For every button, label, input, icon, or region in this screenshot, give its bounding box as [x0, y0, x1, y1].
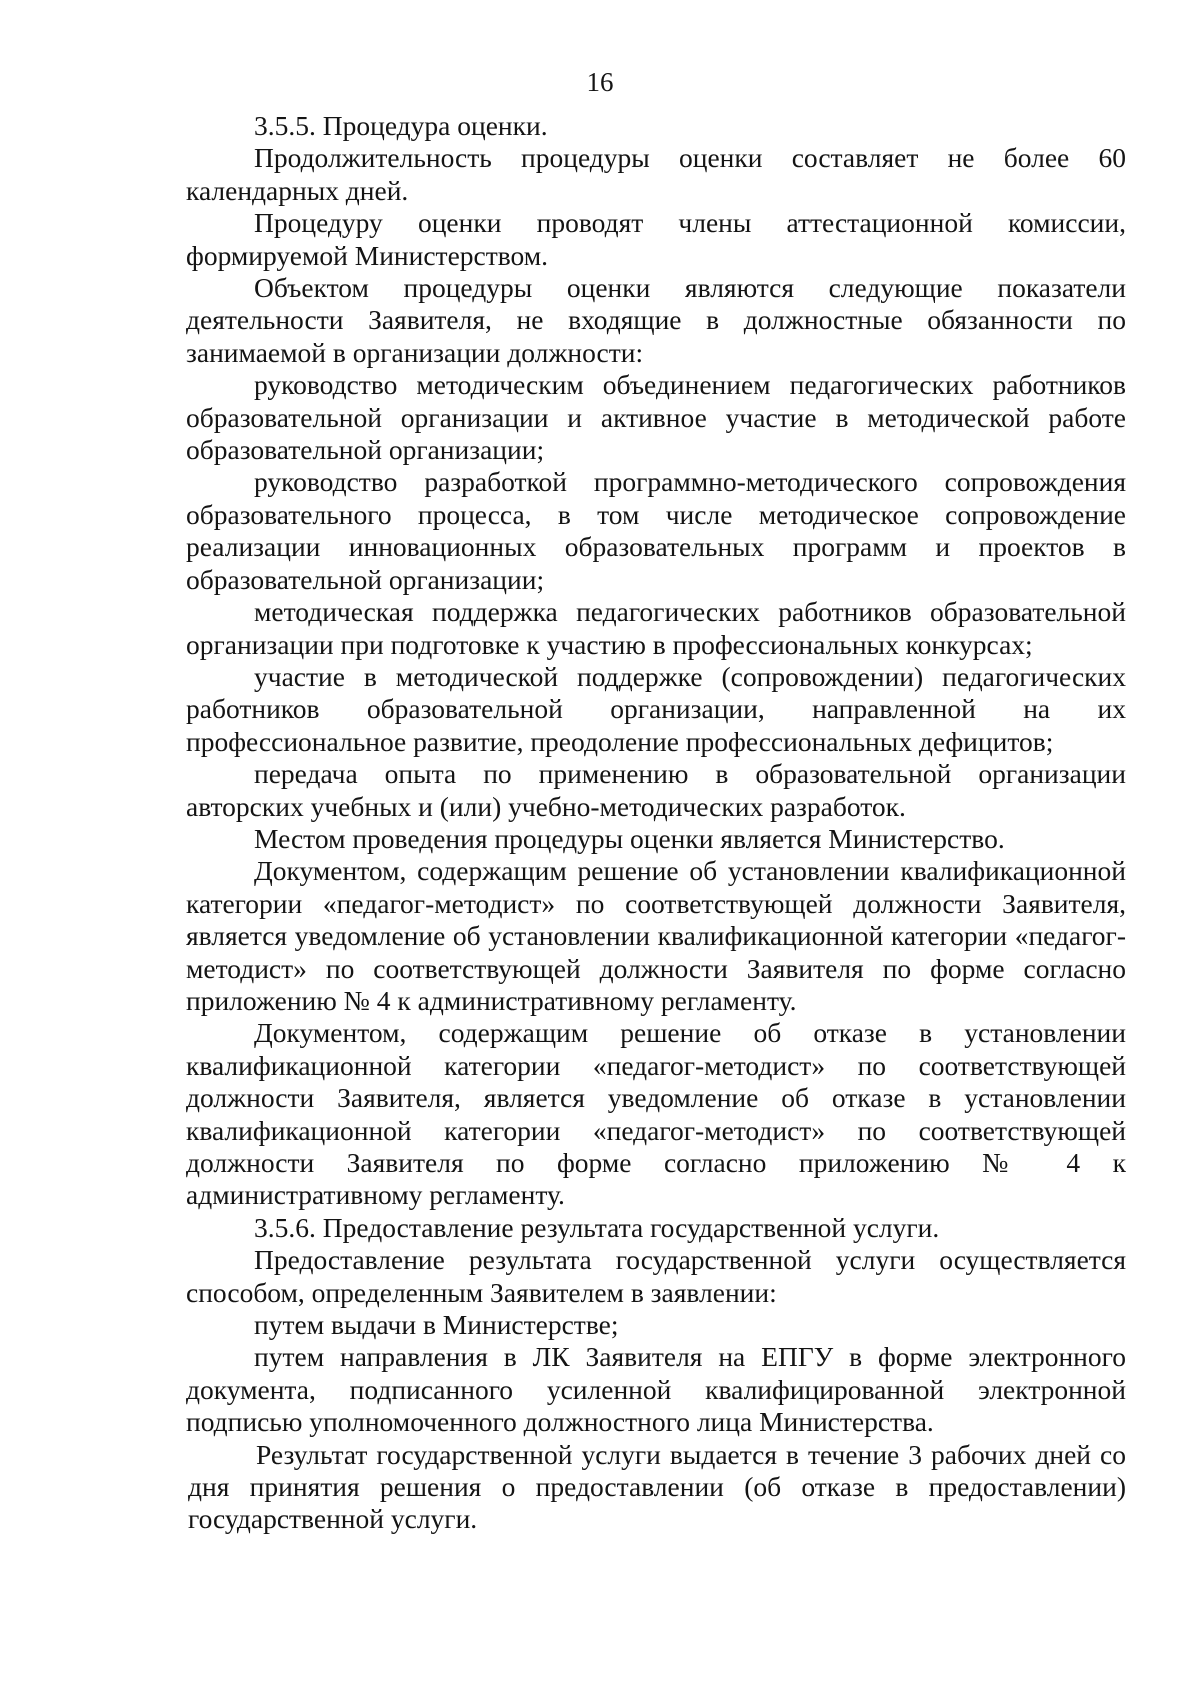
list-item-electronic-delivery: путем направления в ЛК Заявителя на ЕПГУ в форме электронного документа, подписанного усиленной квалифицированной электронной подписью уполномоченного должностного лица Министерства. [186, 1341, 1126, 1438]
paragraph-assessment-place: Местом проведения процедуры оценки является Министерство. [254, 822, 1005, 854]
document-body [186, 110, 1126, 1536]
paragraph-result-delivery: Предоставление результата государственной услуги осуществляется способом, определенным Заявителем в заявлении: [186, 1244, 1126, 1308]
paragraph-refusal-document: Документом, содержащим решение об отказе в установлении квалификационной категории «педагог-методист» по соответствующей должности Заявителя, является уведомление об отказе в установлении квалификационной категории «педагог-методист» по соответствующей должности Заявителя по форме согласно приложению № 4 к административному регламенту. [186, 1017, 1126, 1211]
list-item-competition-support: методическая поддержка педагогических работников образовательной организации при подготовке к участию в профессиональных конкурсах; [186, 596, 1126, 660]
list-item-methodical-association: руководство методическим объединением педагогических работников образовательной организации и активное участие в методической работе образовательной организации; [186, 369, 1126, 466]
list-item-ministry-issue: путем выдачи в Министерстве; [254, 1309, 619, 1341]
section-heading-3-5-5: 3.5.5. Процедура оценки. [254, 110, 548, 141]
list-item-experience-transfer: передача опыта по применению в образовательной организации авторских учебных и (или) учебно-методических разработок. [186, 758, 1126, 822]
paragraph-commission: Процедуру оценки проводят члены аттестационной комиссии, формируемой Министерством. [186, 207, 1126, 271]
paragraph-result-timing: Результат государственной услуги выдается в течение 3 рабочих дней со дня принятия решения о предоставлении (об отказе в предоставлении) государственной услуги. [188, 1438, 1126, 1535]
list-item-professional-development: участие в методической поддержке (сопровождении) педагогических работников образовательной организации, направленной на их профессиональное развитие, преодоление профессиональных дефицитов; [186, 660, 1126, 757]
section-heading-3-5-6: 3.5.6. Предоставление результата государственной услуги. [254, 1211, 940, 1243]
list-item-program-support: руководство разработкой программно-методического сопровождения образовательного процесса, в том числе методическое сопровождение реализации инновационных образовательных программ и проектов в образовательной организации; [186, 466, 1126, 595]
paragraph-assessment-object: Объектом процедуры оценки являются следующие показатели деятельности Заявителя, не входящие в должностные обязанности по занимаемой в организации должности: [186, 272, 1126, 368]
paragraph-approval-document: Документом, содержащим решение об установлении квалификационной категории «педагог-методист» по соответствующей должности Заявителя, является уведомление об установлении квалификационной категории «педагог-методист» по соответствующей должности Заявителя по форме согласно приложению № 4 к административному регламенту. [186, 855, 1126, 1016]
paragraph-duration: Продолжительность процедуры оценки составляет не более 60 календарных дней. [186, 142, 1126, 206]
page-number: 16 [586, 67, 614, 97]
